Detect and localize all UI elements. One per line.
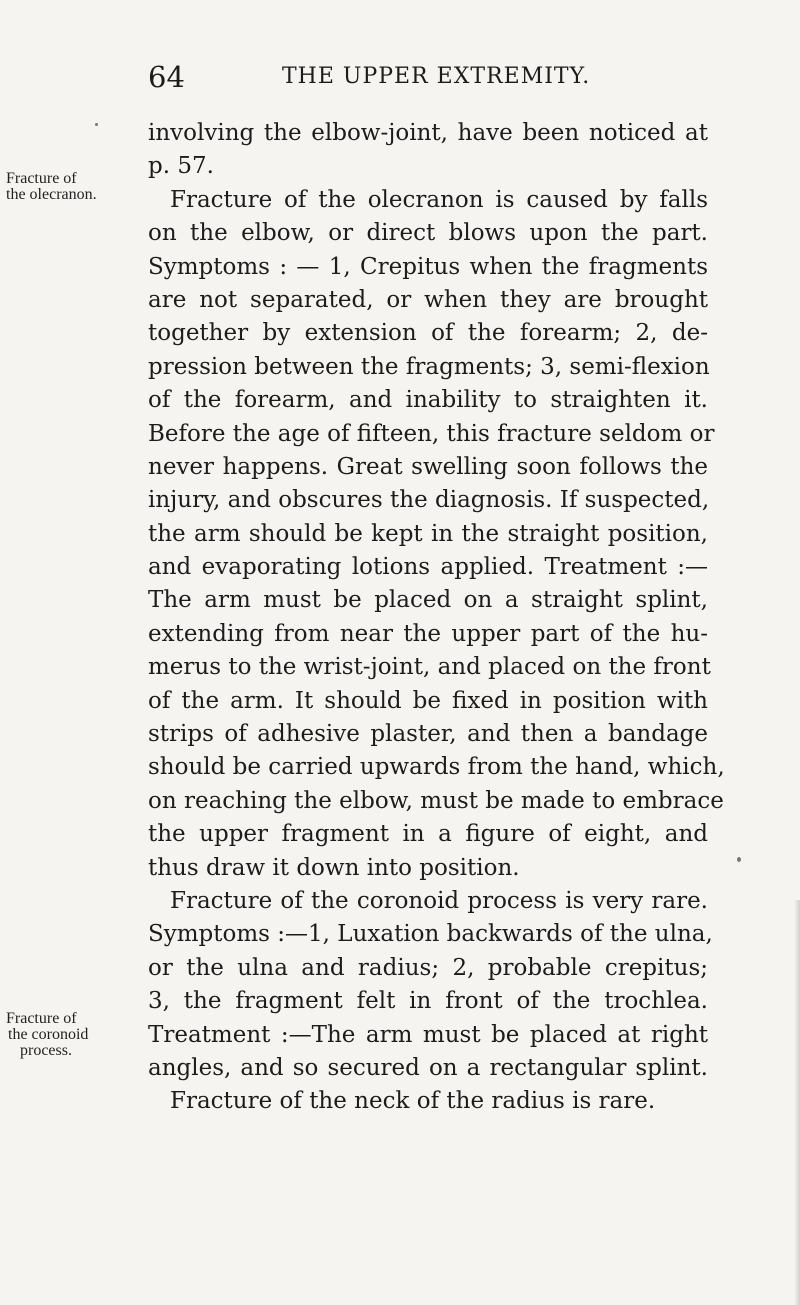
text-line: of the forearm, and inability to straighten it. xyxy=(148,387,708,414)
running-title: THE UPPER EXTREMITY. xyxy=(282,64,591,89)
text-line: Fracture of the coronoid process is very rare. xyxy=(170,887,708,914)
text-line: or the ulna and radius; 2, probable crepitus; xyxy=(148,954,708,981)
ink-speck xyxy=(737,857,741,862)
text-line: injury, and obscures the diagnosis. If suspected, xyxy=(148,487,710,514)
text-line: Treatment :—The arm must be placed at right xyxy=(148,1021,708,1048)
margin-note-line: process. xyxy=(20,1042,72,1059)
text-line: never happens. Great swelling soon follows the xyxy=(148,453,708,480)
text-line: 3, the fragment felt in front of the trochlea. xyxy=(148,988,708,1015)
body-text xyxy=(148,117,725,1119)
text-line: are not separated, or when they are brought xyxy=(148,286,708,313)
text-line: of the arm. It should be fixed in position with xyxy=(148,687,708,714)
text-line: should be carried upwards from the hand, which, xyxy=(148,754,725,781)
margin-note-line: Fracture of xyxy=(6,1010,77,1027)
text-line: together by extension of the forearm; 2, de- xyxy=(148,320,708,347)
text-line: Symptoms : — 1, Crepitus when the fragments xyxy=(148,253,708,280)
text-line: strips of adhesive plaster, and then a bandage xyxy=(148,721,708,748)
text-line: p. 57. xyxy=(148,153,214,180)
text-line: extending from near the upper part of the hu- xyxy=(148,620,708,647)
text-line: involving the elbow-joint, have been noticed at xyxy=(148,120,708,146)
margin-note-line: Fracture of xyxy=(6,170,77,187)
page-number: 64 xyxy=(148,60,185,94)
margin-note-line: the olecranon. xyxy=(6,186,97,203)
text-line: on reaching the elbow, must be made to embrace xyxy=(148,787,724,814)
text-line: thus draw it down into position. xyxy=(148,854,520,881)
ink-speck xyxy=(95,123,98,126)
text-line: the upper fragment in a figure of eight, and xyxy=(148,821,708,848)
page-edge-shadow xyxy=(794,900,800,1305)
text-line: Before the age of fifteen, this fracture seldom or xyxy=(148,420,715,447)
running-head xyxy=(148,60,708,94)
text-line: merus to the wrist-joint, and placed on the front xyxy=(148,654,711,681)
text-line: Fracture of the olecranon is caused by falls xyxy=(170,186,708,213)
margin-note-coronoid xyxy=(6,1011,88,1059)
text-line: Fracture of the neck of the radius is rare. xyxy=(170,1088,656,1115)
text-line: the arm should be kept in the straight position, xyxy=(148,520,708,547)
text-line: on the elbow, or direct blows upon the part. xyxy=(148,220,708,247)
text-line: Symptoms :—1, Luxation backwards of the ulna, xyxy=(148,921,713,948)
margin-note-olecranon xyxy=(6,171,97,203)
text-line: and evaporating lotions applied. Treatment :— xyxy=(148,554,708,581)
text-line: pression between the fragments; 3, semi-flexion xyxy=(148,353,710,380)
text-line: angles, and so secured on a rectangular splint. xyxy=(148,1054,708,1081)
text-line: The arm must be placed on a straight splint, xyxy=(148,587,708,614)
margin-note-line: the coronoid xyxy=(8,1026,89,1043)
